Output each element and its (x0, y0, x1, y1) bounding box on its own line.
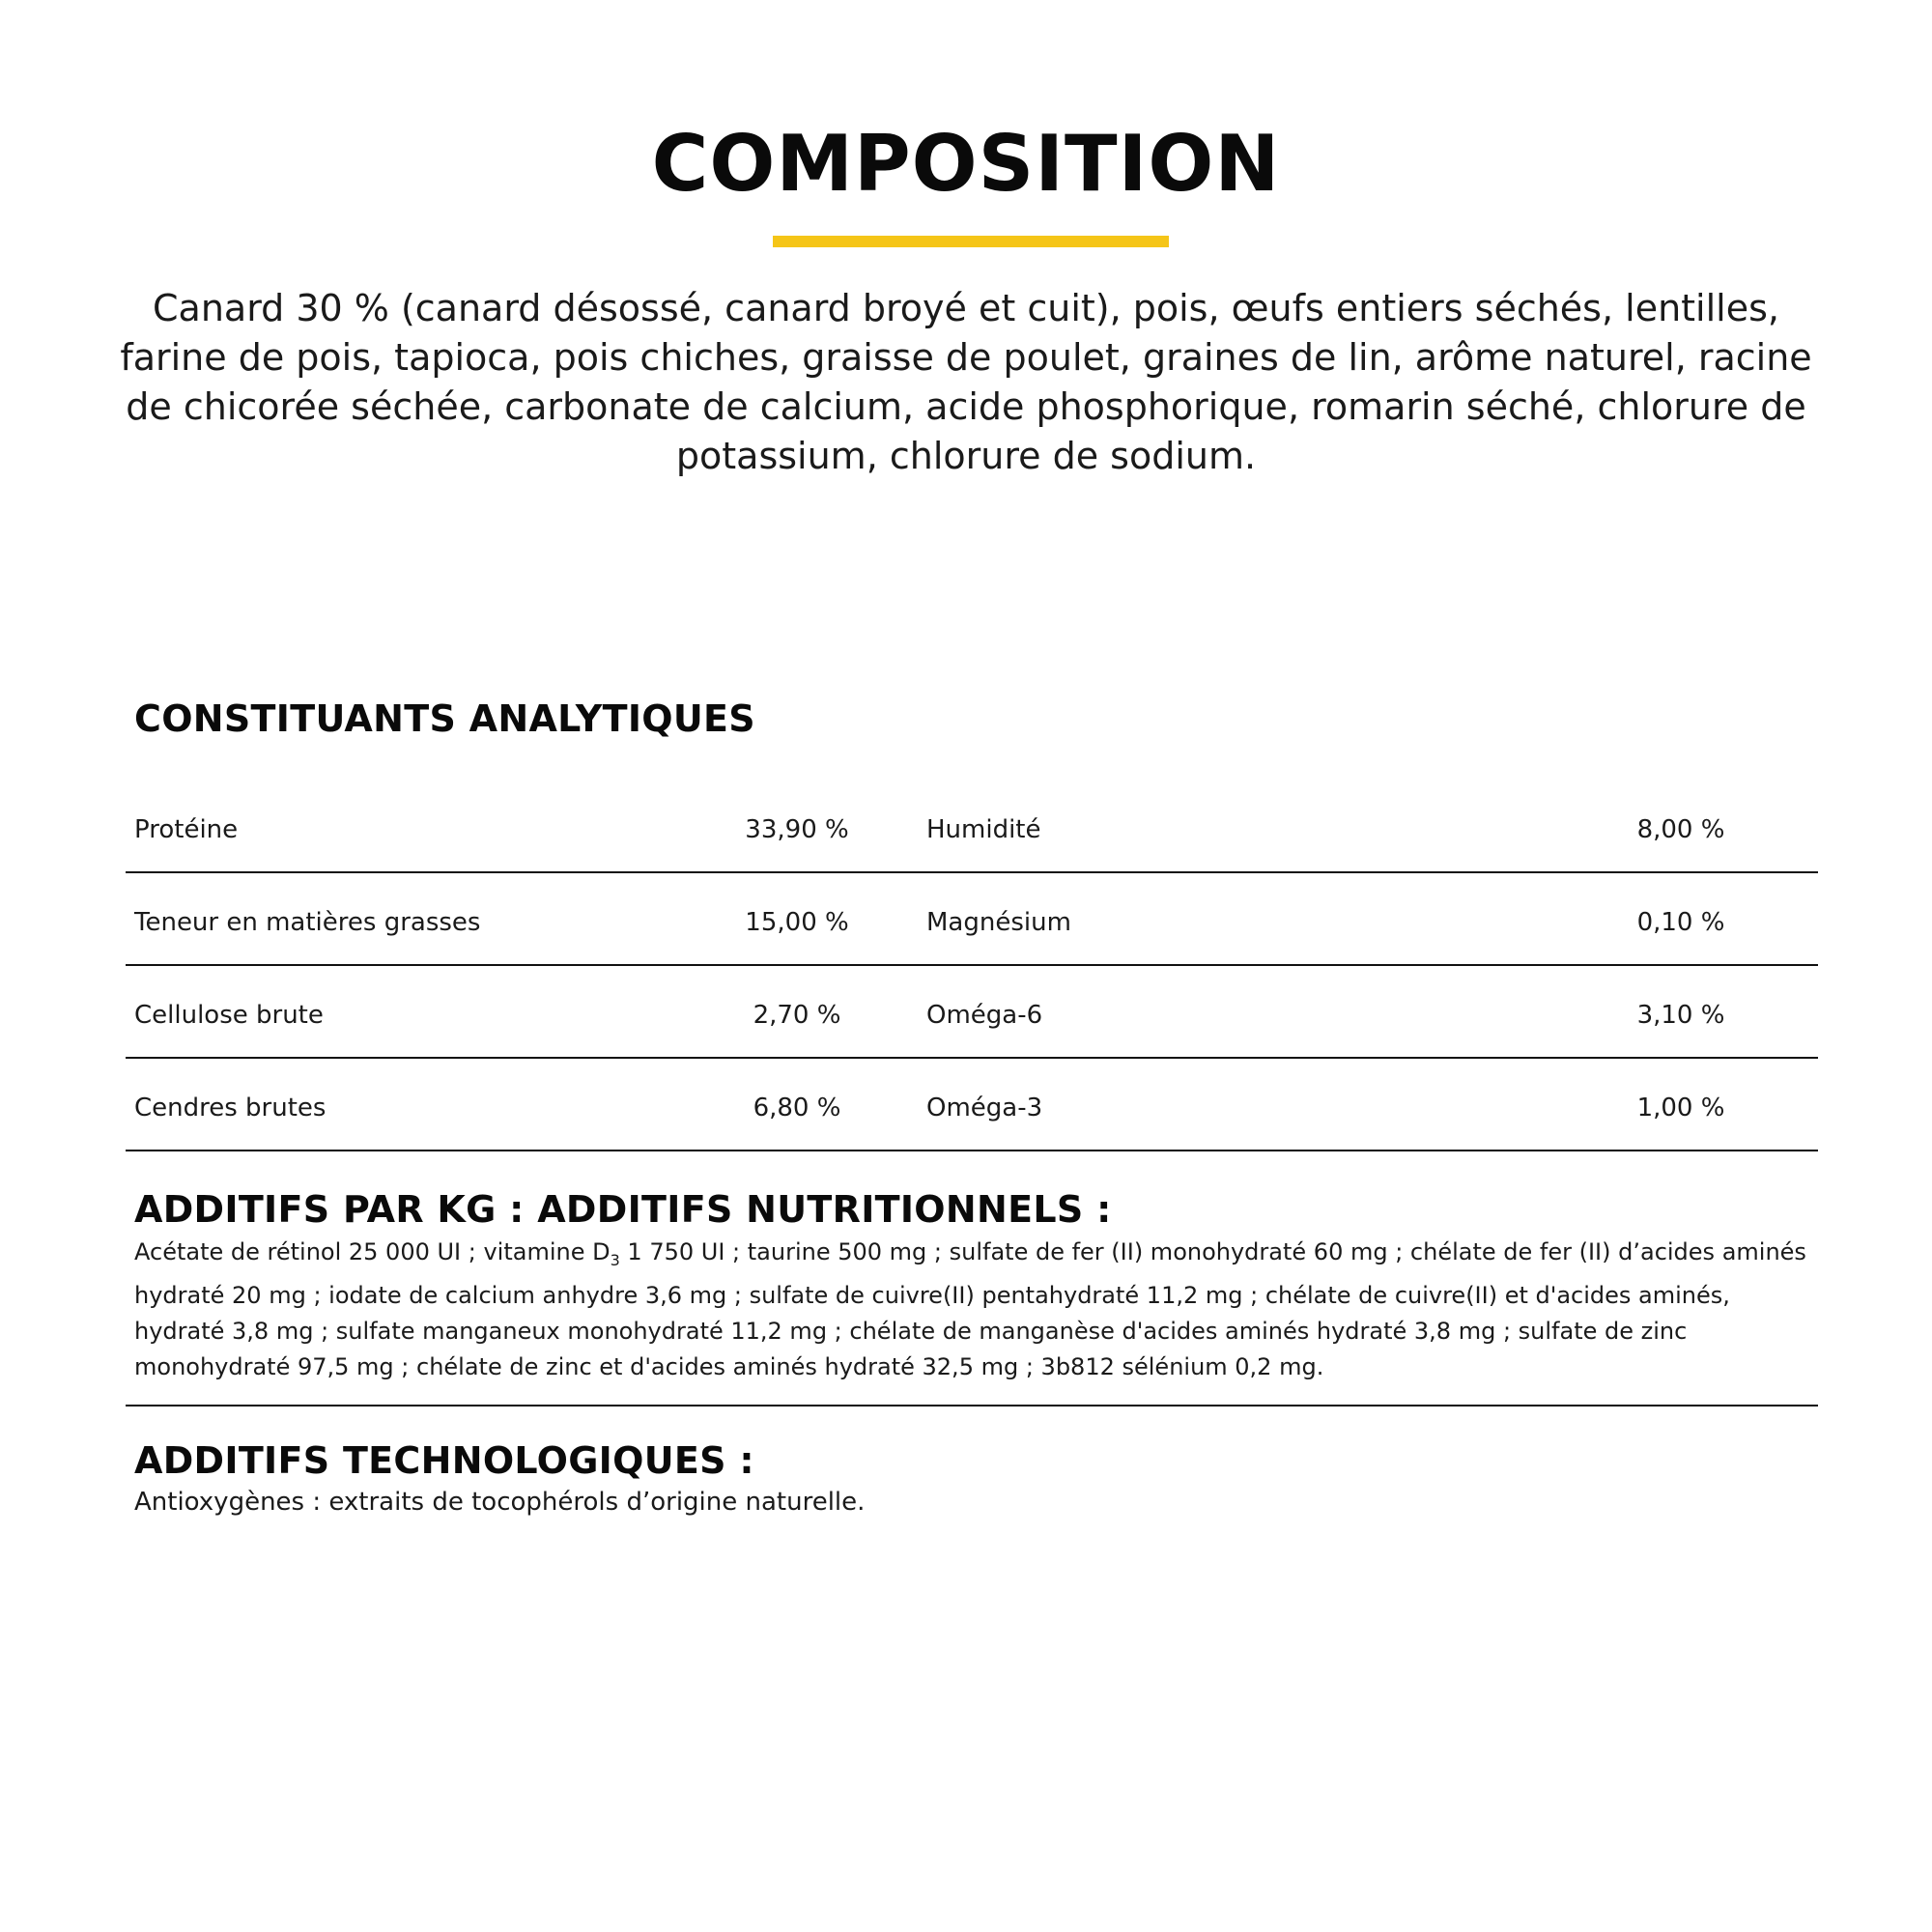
constituant-value: 0,10 % (1636, 908, 1725, 937)
additifs-technologiques-text: Antioxygènes : extraits de tocophérols d’origine naturelle. (134, 1488, 866, 1517)
ingredients-text: Canard 30 % (canard désossé, canard broyé et cuit), pois, œufs entiers séchés, lentilles, farine de pois, tapioca, pois chiches, graisse de poulet, graines de lin, arôme naturel, racine de chicorée séchée, carbonate de calcium, acide phosphorique, romarin séché, chlorure de potassium, chlorure de sodium. (120, 287, 1812, 477)
page-title: COMPOSITION (651, 119, 1281, 209)
constituant-value: 6,80 % (753, 1094, 841, 1122)
constituant-label: Humidité (926, 815, 1041, 844)
additifs-text-part: Acétate de rétinol 25 000 UI ; vitamine D (134, 1238, 611, 1265)
constituant-value: 1,00 % (1636, 1094, 1725, 1122)
vitamin-d-subscript: 3 (610, 1251, 620, 1269)
additifs-text-part: 1 750 UI ; taurine 500 mg ; sulfate de fer (II) monohydraté 60 mg ; chélate de fer (II) d’acides aminés hydraté 20 mg ; iodate de calcium anhydre 3,6 mg ; sulfate de cuivre(II) pentahydraté 11,2 mg ; chélate de cuivre(II) et d'acides aminés, hydraté 3,8 mg ; sulfate manganeux monohydraté 11,2 mg ; chélate de manganèse d'acides aminés hydraté 3,8 mg ; sulfate de zinc monohydraté 97,5 mg ; chélate de zinc et d'acides aminés hydraté 32,5 mg ; 3b812 sélénium 0,2 mg. (134, 1238, 1806, 1380)
constituant-label: Oméga-6 (926, 1001, 1043, 1030)
additifs-nutritionnels-heading: ADDITIFS PAR KG : ADDITIFS NUTRITIONNELS : (134, 1188, 1112, 1231)
additifs-nutritionnels-text (134, 1235, 1815, 1385)
constituant-value: 33,90 % (745, 815, 849, 844)
constituant-label: Teneur en matières grasses (134, 908, 481, 937)
table-row (126, 781, 1818, 873)
table-row (126, 1059, 1818, 1151)
table-row (126, 873, 1818, 966)
section-divider (126, 1405, 1818, 1406)
constituant-value: 2,70 % (753, 1001, 841, 1030)
table-row (126, 966, 1818, 1059)
title-underline (773, 236, 1169, 247)
additifs-technologiques-heading: ADDITIFS TECHNOLOGIQUES : (134, 1439, 754, 1482)
constituant-label: Protéine (134, 815, 239, 844)
constituants-heading: CONSTITUANTS ANALYTIQUES (134, 697, 755, 740)
constituant-label: Oméga-3 (926, 1094, 1043, 1122)
constituant-value: 3,10 % (1636, 1001, 1725, 1030)
constituant-label: Cendres brutes (134, 1094, 327, 1122)
constituant-label: Cellulose brute (134, 1001, 324, 1030)
constituant-value: 15,00 % (745, 908, 849, 937)
constituants-table (126, 781, 1818, 1151)
constituant-value: 8,00 % (1636, 815, 1725, 844)
constituant-label: Magnésium (926, 908, 1071, 937)
